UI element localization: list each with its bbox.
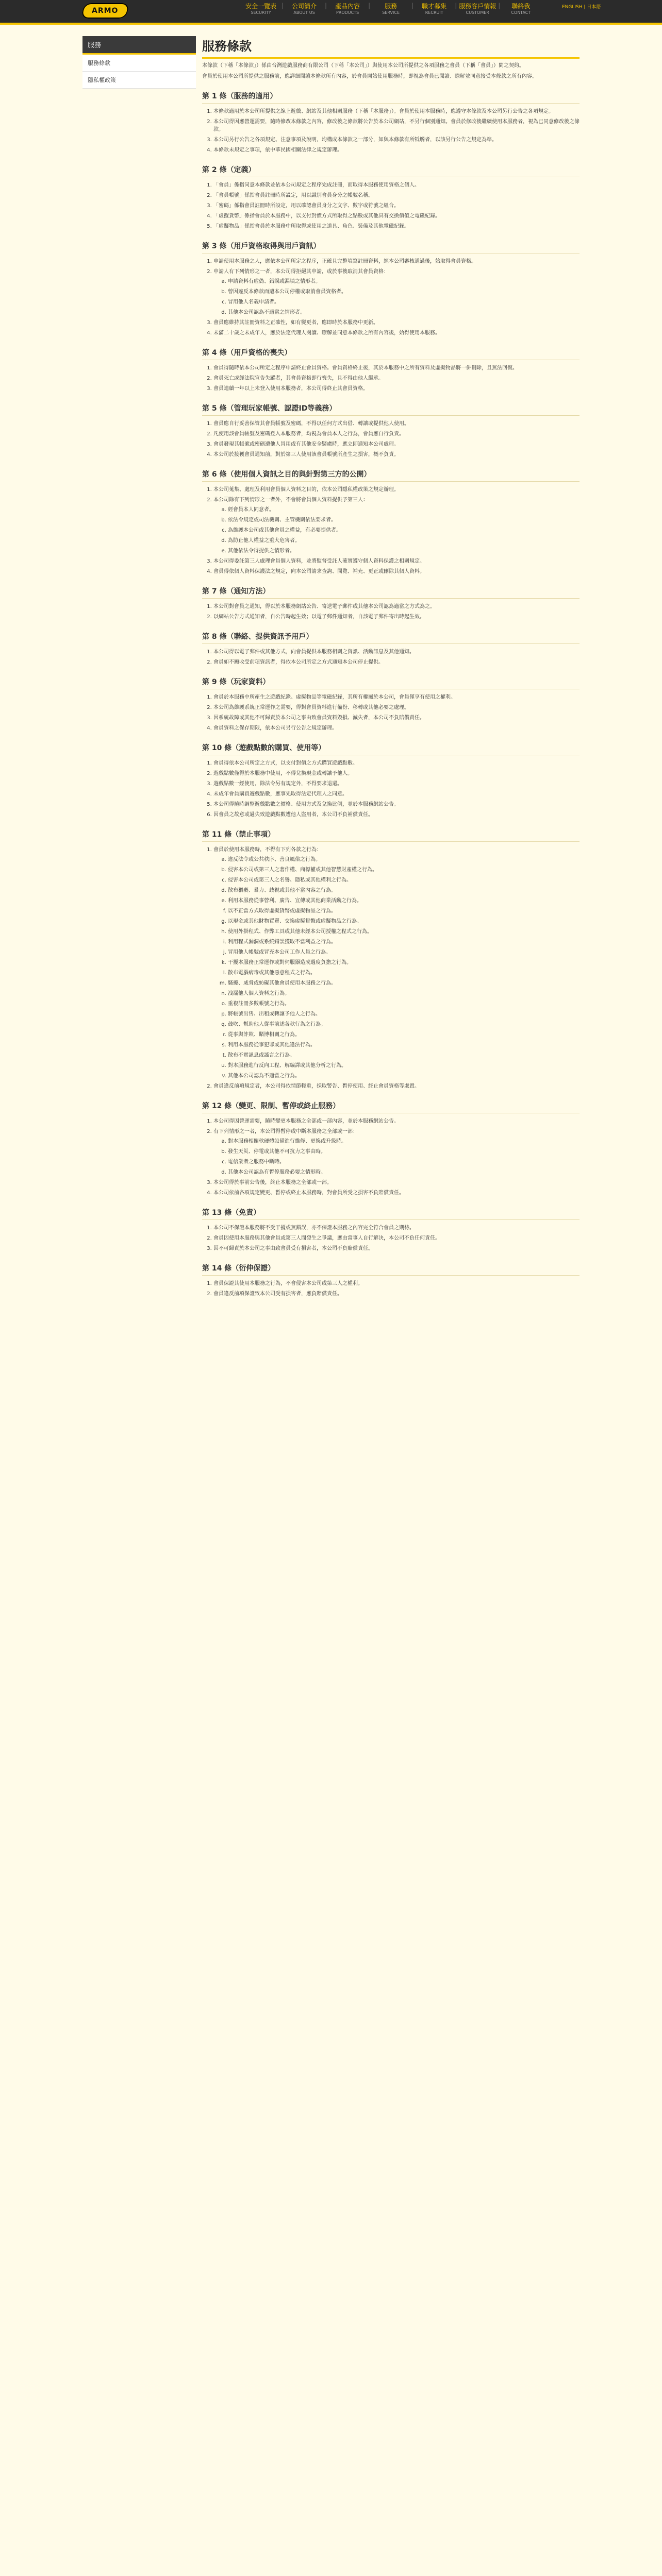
clause-text: 以網站公告方式通知者，自公告時起生效；以電子郵件通知者，自該電子郵件寄出時起生效。 bbox=[213, 614, 425, 620]
brand-logo-text: ARMO bbox=[92, 7, 119, 15]
clause-text: 會員連續一年以上未登入使用本服務者，本公司得終止其會員資格。 bbox=[213, 386, 368, 392]
clause bbox=[213, 181, 580, 189]
clause bbox=[213, 212, 580, 220]
clause-text: 本公司得因營運需要，隨時變更本服務之全部或一部內容，並於本服務網站公告。 bbox=[213, 1118, 399, 1124]
clause bbox=[213, 770, 580, 777]
nav-separator: | bbox=[325, 2, 327, 9]
clause bbox=[213, 496, 580, 555]
clause-text: 本公司除有下列情形之一者外，不會將會員個人資料提供予第三人： bbox=[213, 497, 368, 503]
clause-text: 本公司得委託第三人處理會員個人資料，並將監督受託人確實遵守個人資料保護之相關規定。 bbox=[213, 558, 425, 564]
clause-text: 會員發現其帳號或密碼遭他人冒用或有其他安全疑慮時，應立即通知本公司處理。 bbox=[213, 442, 399, 447]
sub-clause: a. 對本服務相關軟硬體設備進行維修、更換或升級時。 bbox=[228, 1138, 580, 1145]
clause-text: 本公司得隨時調整遊戲點數之價格、使用方式及兌換比例，並於本服務網站公告。 bbox=[213, 802, 399, 807]
nav-item-label: 公司簡介 bbox=[292, 3, 317, 10]
clause bbox=[213, 846, 580, 1080]
clause bbox=[213, 440, 580, 448]
article bbox=[202, 829, 580, 1090]
sub-clause: c. 侵害本公司或第三人之名譽、隱私或其他權利之行為。 bbox=[228, 876, 580, 884]
clause bbox=[213, 486, 580, 494]
clause-text: 遊戲點數僅得於本服務中使用，不得兌換現金或轉讓予他人。 bbox=[213, 771, 353, 776]
sub-clause: h. 使用外掛程式、作弊工具或其他未經本公司授權之程式之行為。 bbox=[228, 928, 580, 936]
nav-item-label: 服務客戶情報 bbox=[459, 3, 496, 10]
clause-text: 有下列情形之一者，本公司得暫停或中斷本服務之全部或一部： bbox=[213, 1129, 358, 1134]
sub-clause: b. 發生天災、停電或其他不可抗力之事由時。 bbox=[228, 1148, 580, 1156]
sub-clauses bbox=[213, 278, 580, 316]
nav-item[interactable] bbox=[415, 2, 454, 15]
sub-clause: o. 重複註冊多數帳號之行為。 bbox=[228, 1000, 580, 1008]
clause-text: 未滿二十歲之未成年人，應於法定代理人閱讀、瞭解並同意本條款之所有內容後，始得使用本服務。 bbox=[213, 330, 440, 336]
clause bbox=[213, 1179, 580, 1187]
clause bbox=[213, 1290, 580, 1298]
article-clauses bbox=[202, 258, 580, 337]
sub-clause: i. 利用程式漏洞或系統錯誤獲取不當利益之行為。 bbox=[228, 938, 580, 946]
nav-separator: | bbox=[498, 2, 501, 9]
sub-clauses bbox=[213, 856, 580, 1080]
clause bbox=[213, 329, 580, 337]
sub-clause: e. 利用本服務從事營利、廣告、宣傳或其他商業活動之行為。 bbox=[228, 897, 580, 905]
clause-text: 會員得依個人資料保護法之規定，向本公司請求查詢、閱覽、補充、更正或刪除其個人資料。 bbox=[213, 569, 425, 574]
nav-item-sublabel: CUSTOMER bbox=[466, 10, 489, 15]
sub-clause: d. 散布猥褻、暴力、歧視或其他不當內容之行為。 bbox=[228, 887, 580, 894]
sub-clause: l. 散布電腦病毒或其他惡意程式之行為。 bbox=[228, 969, 580, 977]
article-clauses bbox=[202, 486, 580, 575]
clause bbox=[213, 451, 580, 459]
article-clauses bbox=[202, 603, 580, 621]
article bbox=[202, 164, 580, 230]
clause bbox=[213, 714, 580, 722]
clause bbox=[213, 1082, 580, 1090]
clause-text: 凡使用該會員帳號及密碼登入本服務者，均視為會員本人之行為，會員應自行負責。 bbox=[213, 431, 404, 437]
article bbox=[202, 1207, 580, 1252]
clause-text: 「會員帳號」係指會員註冊時所設定，用以識別會員身分之帳號名稱。 bbox=[213, 193, 373, 198]
clause bbox=[213, 258, 580, 265]
clause-text: 「虛擬物品」係指會員於本服務中所取得或使用之道具、角色、裝備及其他電磁紀錄。 bbox=[213, 224, 409, 229]
nav-item[interactable] bbox=[458, 2, 497, 15]
clause bbox=[213, 1234, 580, 1242]
sub-clause: q. 鼓吹、幫助他人從事前述各款行為之行為。 bbox=[228, 1021, 580, 1028]
clause-text: 申請使用本服務之人，應依本公司所定之程序，正確且完整填寫註冊資料，經本公司審核通過後，始取得會員資格。 bbox=[213, 259, 476, 264]
article bbox=[202, 1100, 580, 1197]
sub-clause: b. 曾因違反本條款而遭本公司停權或取消會員資格者。 bbox=[228, 288, 580, 296]
sub-clause: a. 申請資料有虛偽、錯誤或漏填之情形者。 bbox=[228, 278, 580, 285]
sub-clause: e. 其他依法令得提供之情形者。 bbox=[228, 547, 580, 555]
sub-clause: r. 從事與詐欺、賭博相關之行為。 bbox=[228, 1031, 580, 1039]
article-clauses bbox=[202, 420, 580, 459]
clause bbox=[213, 568, 580, 575]
article bbox=[202, 676, 580, 732]
sidebar-title: 服務 bbox=[82, 36, 196, 55]
article-clauses bbox=[202, 1224, 580, 1252]
clause-text: 「虛擬貨幣」係指會員於本服務中，以支付對價方式所取得之點數或其他具有交換價值之電磁紀錄。 bbox=[213, 213, 440, 219]
clause bbox=[213, 108, 580, 115]
clause-text: 本公司於接獲會員通知前，對於第三人使用該會員帳號所產生之損害，概不負責。 bbox=[213, 452, 399, 457]
sub-clause: j. 冒用他人帳號或冒充本公司工作人員之行為。 bbox=[228, 948, 580, 956]
article bbox=[202, 347, 580, 393]
sub-clause: u. 對本服務進行反向工程、解編譯或其他分析之行為。 bbox=[228, 1062, 580, 1070]
clause-text: 本條款適用於本公司所提供之線上遊戲、網站及其他相關服務（下稱「本服務」）。會員於使用本服務時，應遵守本條款及本公司另行公告之各項規定。 bbox=[213, 109, 554, 114]
clause-text: 本公司蒐集、處理及利用會員個人資料之目的，依本公司隱私權政策之規定辦理。 bbox=[213, 487, 399, 493]
article bbox=[202, 403, 580, 459]
clause-text: 本公司依前各項規定變更、暫停或終止本服務時，對會員所受之損害不負賠償責任。 bbox=[213, 1190, 404, 1196]
articles bbox=[202, 91, 580, 1298]
sub-clause: p. 將帳號出售、出租或轉讓予他人之行為。 bbox=[228, 1010, 580, 1018]
clause bbox=[213, 557, 580, 565]
article bbox=[202, 586, 580, 621]
sub-clause: g. 以現金或其他財物買賣、交換虛擬貨幣或虛擬物品之行為。 bbox=[228, 918, 580, 925]
clause bbox=[213, 1189, 580, 1197]
intro bbox=[202, 62, 580, 80]
main-content bbox=[202, 32, 580, 1300]
clause-text: 本條款未規定之事項，依中華民國相關法律之規定辦理。 bbox=[213, 147, 342, 153]
article bbox=[202, 241, 580, 337]
clause bbox=[213, 1280, 580, 1287]
clause-text: 因不可歸責於本公司之事由致會員受有損害者，本公司不負賠償責任。 bbox=[213, 1246, 373, 1251]
clause-text: 申請人有下列情形之一者，本公司得拒絕其申請，或於事後取消其會員資格： bbox=[213, 269, 389, 275]
clause bbox=[213, 811, 580, 819]
article-title: 第 13 條（免責） bbox=[202, 1207, 580, 1220]
clause-text: 遊戲點數一經使用，除法令另有規定外，不得要求退還。 bbox=[213, 781, 342, 787]
clause bbox=[213, 223, 580, 230]
nav-item-sublabel: SECURITY bbox=[251, 10, 271, 15]
sub-clause: a. 經會員本人同意者。 bbox=[228, 506, 580, 514]
clause bbox=[213, 603, 580, 611]
article-title: 第 10 條（遊戲點數的購買、使用等） bbox=[202, 742, 580, 755]
clause-text: 會員得依本公司所定之方式，以支付對價之方式購買遊戲點數。 bbox=[213, 760, 358, 766]
nav-item-sublabel: CONTACT bbox=[511, 10, 531, 15]
clause-text: 本公司為維護系統正常運作之需要，得對會員資料進行備份、移轉或其他必要之處理。 bbox=[213, 705, 409, 710]
article-clauses bbox=[202, 364, 580, 393]
clause-text: 會員保證其使用本服務之行為，不會侵害本公司或第三人之權利。 bbox=[213, 1281, 363, 1286]
clause bbox=[213, 364, 580, 372]
article-clauses bbox=[202, 108, 580, 154]
article bbox=[202, 91, 580, 154]
clause bbox=[213, 136, 580, 144]
clause-text: 本公司不保證本服務將不受干擾或無錯誤，亦不保證本服務之內容完全符合會員之期待。 bbox=[213, 1225, 415, 1231]
clause bbox=[213, 385, 580, 393]
article-title: 第 14 條（衍伸保證） bbox=[202, 1263, 580, 1276]
clause-text: 「密碼」係指會員註冊時所設定，用以確認會員身分之文字、數字或符號之組合。 bbox=[213, 203, 399, 209]
clause-text: 會員於本服務中所產生之遊戲紀錄、虛擬物品等電磁紀錄，其所有權屬於本公司，會員僅享有使用之權利。 bbox=[213, 694, 456, 700]
nav-item-label: 服務 bbox=[385, 3, 398, 10]
article-title: 第 8 條（聯絡、提供資訊予用戶） bbox=[202, 631, 580, 644]
nav-separator: | bbox=[411, 2, 414, 9]
article bbox=[202, 469, 580, 575]
sub-clauses bbox=[213, 1138, 580, 1176]
clause-text: 本公司另行公告之各項規定、注意事項及說明，均構成本條款之一部分，如與本條款有所牴觸者，以該另行公告之規定為準。 bbox=[213, 137, 497, 143]
clause-text: 會員應維持其註冊資料之正確性，如有變更者，應即時於本服務中更新。 bbox=[213, 320, 378, 326]
article-clauses bbox=[202, 648, 580, 666]
clause-text: 會員如不願收受前項資訊者，得依本公司所定之方式通知本公司停止提供。 bbox=[213, 659, 384, 665]
sub-clause: c. 電信業者之服務中斷時。 bbox=[228, 1158, 580, 1166]
sub-clause: c. 冒用他人名義申請者。 bbox=[228, 298, 580, 306]
clause bbox=[213, 430, 580, 438]
clause bbox=[213, 704, 580, 711]
intro-paragraph: 本條款（下稱「本條款」）係由台灣遊戲服務商有限公司（下稱「本公司」）與使用本公司所提供之各項服務之會員（下稱「會員」）間之契約。 bbox=[202, 63, 524, 69]
sub-clause: b. 侵害本公司或第三人之著作權、商標權或其他智慧財產權之行為。 bbox=[228, 866, 580, 874]
article-title: 第 3 條（用戶資格取得與用戶資訊） bbox=[202, 241, 580, 253]
clause bbox=[213, 420, 580, 428]
sub-clause: c. 為維護本公司或其他會員之權益，有必要提供者。 bbox=[228, 527, 580, 534]
clause-text: 未成年會員購買遊戲點數，應事先取得法定代理人之同意。 bbox=[213, 791, 347, 797]
sub-clause: t. 散布不實訊息或謠言之行為。 bbox=[228, 1052, 580, 1059]
clause bbox=[213, 693, 580, 701]
clause bbox=[213, 202, 580, 210]
nav-item-sublabel: ABOUT US bbox=[293, 10, 315, 15]
article-title: 第 2 條（定義） bbox=[202, 164, 580, 177]
clause bbox=[213, 759, 580, 767]
sub-clauses bbox=[213, 506, 580, 555]
sidebar-item-terms[interactable]: 服務條款 bbox=[82, 55, 196, 72]
sub-clause: s. 利用本服務從事犯罪或其他違法行為。 bbox=[228, 1041, 580, 1049]
clause-text: 會員於使用本服務時，不得有下列各款之行為： bbox=[213, 847, 322, 853]
sidebar-item-privacy[interactable]: 隱私權政策 bbox=[82, 72, 196, 89]
sub-clause: k. 干擾本服務正常運作或對伺服器造成過度負擔之行為。 bbox=[228, 959, 580, 967]
nav-item[interactable] bbox=[501, 2, 540, 15]
nav-item-sublabel: RECRUIT bbox=[425, 10, 443, 15]
article-clauses bbox=[202, 1280, 580, 1298]
sub-clause: f. 以不正當方式取得虛擬貨幣或虛擬物品之行為。 bbox=[228, 907, 580, 915]
clause bbox=[213, 1245, 580, 1252]
clause-text: 本公司得因應營運需要，隨時修改本條款之內容，修改後之條款將公告於本公司網站，不另行個別通知。會員於修改後繼續使用本服務者，視為已同意修改後之條款。 bbox=[213, 119, 580, 132]
article-clauses bbox=[202, 181, 580, 230]
page-title: 服務條款 bbox=[202, 32, 580, 59]
sub-clause: a. 違反法令或公共秩序、善良風俗之行為。 bbox=[228, 856, 580, 863]
article-clauses bbox=[202, 1117, 580, 1197]
clause bbox=[213, 790, 580, 798]
clause bbox=[213, 724, 580, 732]
brand-logo[interactable] bbox=[81, 3, 129, 19]
article bbox=[202, 1263, 580, 1298]
article-title: 第 11 條（禁止事項） bbox=[202, 829, 580, 842]
clause bbox=[213, 319, 580, 327]
top-bar bbox=[0, 0, 662, 25]
clause-text: 會員得隨時依本公司所定之程序申請終止會員資格。會員資格終止後，其於本服務中之所有資料及虛擬物品將一併刪除，且無法回復。 bbox=[213, 365, 518, 371]
sub-clause: b. 依法令規定或司法機關、主管機關依法要求者。 bbox=[228, 516, 580, 524]
clause-text: 會員因使用本服務與其他會員或第三人間發生之爭議，應由當事人自行解決，本公司不負任何責任。 bbox=[213, 1235, 440, 1241]
sub-clause: n. 洩漏他人個人資料之行為。 bbox=[228, 990, 580, 997]
sidebar bbox=[82, 36, 196, 89]
article bbox=[202, 742, 580, 819]
article-title: 第 9 條（玩家資料） bbox=[202, 676, 580, 689]
clause-text: 本公司得以電子郵件或其他方式，向會員提供本服務相關之資訊、活動訊息及其他通知。 bbox=[213, 649, 415, 655]
sub-clause: m. 騷擾、威脅或妨礙其他會員使用本服務之行為。 bbox=[228, 979, 580, 987]
article-clauses bbox=[202, 693, 580, 732]
article-title: 第 5 條（管理玩家帳號、認證ID等義務） bbox=[202, 403, 580, 416]
clause-text: 因系統故障或其他不可歸責於本公司之事由致會員資料毀損、滅失者，本公司不負賠償責任。 bbox=[213, 715, 425, 721]
clause bbox=[213, 268, 580, 316]
sub-clause: d. 為防止他人權益之重大危害者。 bbox=[228, 537, 580, 545]
intro-paragraph: 會員於使用本公司所提供之服務前，應詳細閱讀本條款所有內容，於會員開始使用服務時，即視為會員已閱讀、瞭解並同意接受本條款之所有內容。 bbox=[202, 74, 537, 79]
clause bbox=[213, 192, 580, 199]
nav-item-label: 產品內容 bbox=[335, 3, 360, 10]
nav-item[interactable] bbox=[371, 2, 410, 15]
clause bbox=[213, 801, 580, 808]
clause-text: 「會員」係指同意本條款並依本公司規定之程序完成註冊，而取得本服務使用資格之個人。 bbox=[213, 182, 420, 188]
clause bbox=[213, 1224, 580, 1232]
article-title: 第 12 條（變更、限制、暫停或終止服務） bbox=[202, 1100, 580, 1113]
clause bbox=[213, 648, 580, 656]
clause-text: 會員應自行妥善保管其會員帳號及密碼，不得以任何方式出借、轉讓或提供他人使用。 bbox=[213, 421, 409, 427]
clause bbox=[213, 1128, 580, 1176]
clause-text: 因會員之故意或過失致遊戲點數遭他人盜用者，本公司不負補償責任。 bbox=[213, 812, 373, 818]
main-nav bbox=[241, 2, 540, 15]
sub-clause: d. 其他本公司認為不適當之情形者。 bbox=[228, 309, 580, 316]
clause-text: 會員資料之保存期限，依本公司另行公告之規定辦理。 bbox=[213, 725, 337, 731]
clause bbox=[213, 780, 580, 788]
language-switch[interactable]: ENGLISH | 日本語 bbox=[562, 5, 601, 10]
nav-item-sublabel: SERVICE bbox=[382, 10, 400, 15]
sub-clause: v. 其他本公司認為不適當之行為。 bbox=[228, 1072, 580, 1080]
clause-text: 會員違反前項保證致本公司受有損害者，應負賠償責任。 bbox=[213, 1291, 342, 1297]
article-clauses bbox=[202, 759, 580, 819]
nav-item-label: 安全一覽表 bbox=[245, 3, 276, 10]
article-title: 第 6 條（使用個人資訊之目的與針對第三方的公開） bbox=[202, 469, 580, 482]
article-clauses bbox=[202, 846, 580, 1090]
nav-item[interactable] bbox=[328, 2, 367, 15]
clause-text: 會員死亡或經法院宣告失蹤者，其會員資格即行喪失，且不得由他人繼承。 bbox=[213, 376, 384, 381]
nav-item[interactable] bbox=[285, 2, 324, 15]
clause bbox=[213, 118, 580, 133]
article-title: 第 4 條（用戶資格的喪失） bbox=[202, 347, 580, 360]
nav-separator: | bbox=[455, 2, 457, 9]
clause-text: 本公司對會員之通知，得以於本服務網站公告、寄送電子郵件或其他本公司認為適當之方式為之。 bbox=[213, 604, 435, 609]
nav-item-label: 聯絡我 bbox=[511, 3, 531, 10]
article bbox=[202, 631, 580, 666]
nav-separator: | bbox=[282, 2, 284, 9]
nav-item[interactable] bbox=[241, 2, 280, 15]
clause-text: 本公司得於事前公告後，終止本服務之全部或一部。 bbox=[213, 1180, 332, 1185]
clause bbox=[213, 613, 580, 621]
nav-item-sublabel: PRODUCTS bbox=[336, 10, 359, 15]
clause bbox=[213, 1117, 580, 1125]
clause-text: 會員違反前項規定者，本公司得依情節輕重，採取警告、暫停使用、終止會員資格等處置。 bbox=[213, 1083, 420, 1089]
nav-separator: | bbox=[368, 2, 371, 9]
sub-clause: d. 其他本公司認為有暫停服務必要之情形時。 bbox=[228, 1168, 580, 1176]
article-title: 第 1 條（服務的適用） bbox=[202, 91, 580, 104]
nav-item-label: 職才募集 bbox=[422, 3, 447, 10]
article-title: 第 7 條（通知方法） bbox=[202, 586, 580, 599]
clause bbox=[213, 658, 580, 666]
clause bbox=[213, 146, 580, 154]
clause bbox=[213, 375, 580, 382]
